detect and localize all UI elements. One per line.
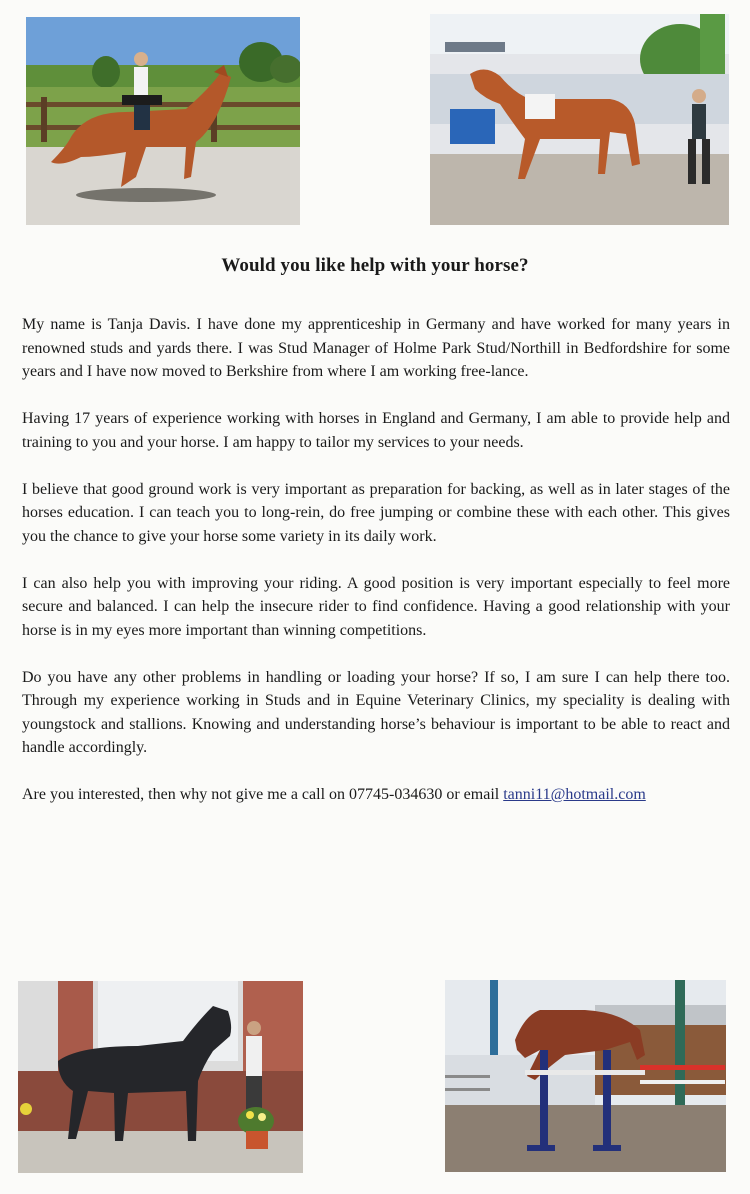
photo-rider-on-horse: [26, 17, 300, 225]
email-link[interactable]: tanni11@hotmail.com: [503, 786, 646, 803]
paragraph-contact: [22, 783, 730, 807]
paragraph-handling: Do you have any other problems in handling or loading your horse? If so, I am sure I can help there too. Through my experience working in Studs and in Equine Veterinary Clinics, my speciality is dealing with youngstock and stallions. Knowing and understanding horse’s behaviour is important to be able to react and handle accordingly.: [22, 668, 730, 756]
paragraph-ground-work: I believe that good ground work is very important as preparation for backing, as well as in later stages of the horses education. I can teach you to long-rein, do free jumping or combine these with each other. This gives you the chance to give your horse some variety in its daily work.: [22, 480, 730, 545]
paragraph-riding: I can also help you with improving your riding. A good position is very important especially to feel more secure and balanced. I can help the insecure rider to find confidence. Having a good relationship with your horse is in my eyes more important than winning competitions.: [22, 574, 730, 639]
flyer-body: [22, 313, 730, 830]
photo-horse-jumping: [445, 980, 726, 1172]
photo-horse-in-hand: [430, 14, 729, 225]
photo-dark-horse-standing: [18, 981, 303, 1173]
page-title: Would you like help with your horse?: [221, 255, 529, 276]
paragraph-introduction: My name is Tanja Davis. I have done my apprenticeship in Germany and have worked for many years in renowned studs and yards there. I was Stud Manager of Holme Park Stud/Northill in Bedfordshire for some years and I have now moved to Berkshire from where I am working free-lance.: [22, 316, 730, 380]
paragraph-experience: Having 17 years of experience working with horses in England and Germany, I am able to provide help and training to you and your horse. I am happy to tailor my services to your needs.: [22, 410, 730, 451]
contact-text: Are you interested, then why not give me a call on 07745-034630 or email: [22, 786, 504, 803]
